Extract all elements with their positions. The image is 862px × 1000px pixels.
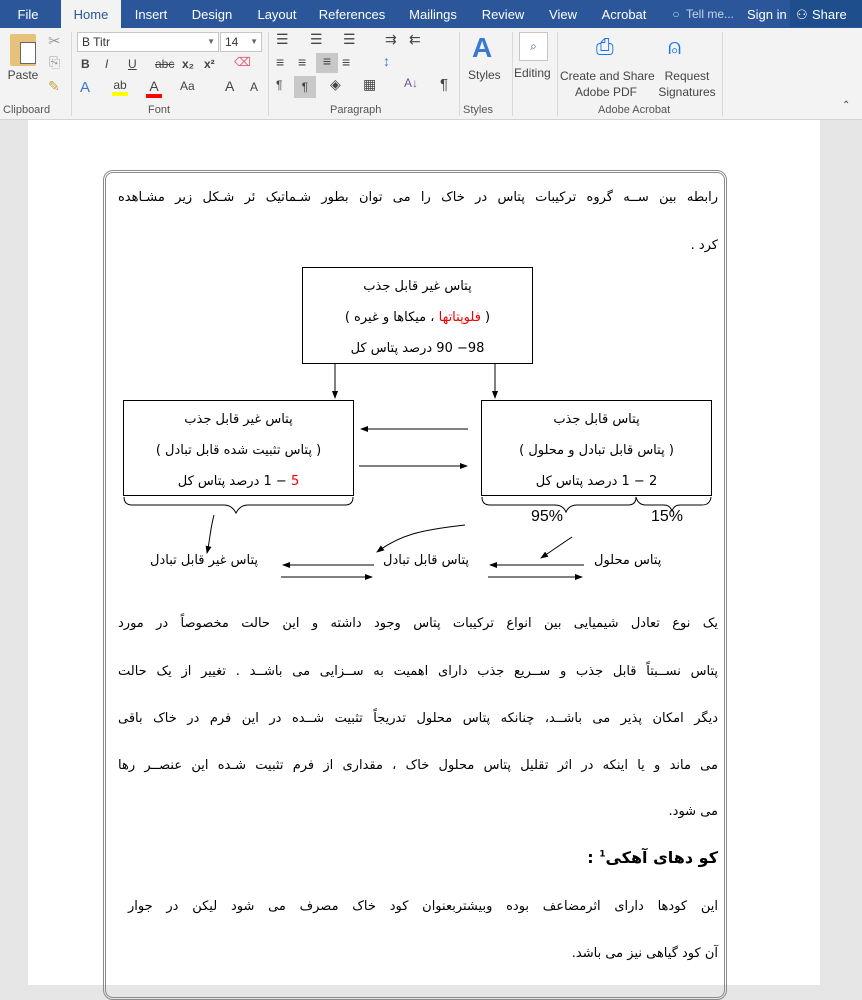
section-heading: کو دهای آهکی$^1$ : bbox=[587, 848, 718, 867]
subscript-button[interactable]: x₂ bbox=[182, 57, 195, 71]
para2-line-1: این کودها دارای اثرمضاعف بوده وبیشتربعنوان کود خاک مصرف می شود لیکن در جوار bbox=[128, 899, 718, 914]
para-line-1: یک نوع تعادل شیمیایی بین انواع ترکیبات پتاس وجود داشته و این حالت مخصوصاً در مورد bbox=[118, 616, 718, 631]
paste-button[interactable]: Paste bbox=[7, 68, 39, 82]
font-group-label: Font bbox=[148, 104, 171, 116]
tab-mailings[interactable]: Mailings bbox=[409, 7, 457, 22]
intro-line-1: رابطه بین ســه گروه ترکیبات پتاس در خاک را می توان بطور شـماتیک ئر شـکل زیر مشـاهده bbox=[118, 190, 718, 205]
label-nonexchangeable: پتاس غیر قابل تبادل bbox=[150, 553, 259, 568]
tab-acrobat[interactable]: Acrobat bbox=[601, 7, 647, 22]
signature-icon: ⍝ bbox=[668, 34, 682, 59]
highlight-icon[interactable]: ab bbox=[112, 78, 128, 96]
intro-line-2: کرد . bbox=[690, 238, 718, 253]
box-fixed-potash: پتاس غیر قابل جذب ( پتاس تثبیت شده قابل تبادل ) 5 − 1 درصد پتاس کل bbox=[123, 400, 354, 496]
create-pdf-icon: ⎙ bbox=[596, 34, 614, 59]
ltr-icon[interactable]: ¶ bbox=[276, 78, 283, 92]
shading-icon[interactable]: ◈ bbox=[330, 76, 341, 92]
create-share-pdf-button[interactable]: Create and Share Adobe PDF bbox=[560, 69, 655, 99]
sort-icon[interactable]: A↓ bbox=[404, 76, 419, 90]
para-line-3: دیگر امکان پذیر می باشــد، چنانکه پتاس محلول تدریجاً تثبیت شــده در این فرم در خاک باقی bbox=[118, 711, 718, 726]
para2-line-2: آن کود گیاهی نیز می باشد. bbox=[571, 946, 718, 961]
align-left-icon[interactable]: ≡ bbox=[276, 54, 285, 70]
format-painter-icon[interactable]: ✎ bbox=[48, 78, 60, 94]
person-add-icon: ⚇ bbox=[796, 7, 808, 22]
align-center-icon[interactable]: ≡ bbox=[298, 54, 307, 70]
bullets-icon[interactable]: ☰ bbox=[276, 31, 289, 47]
decrease-indent-icon[interactable]: ⇉ bbox=[385, 31, 397, 47]
search-icon: ⌕ bbox=[519, 32, 548, 61]
justify-icon[interactable]: ≡ bbox=[342, 54, 351, 70]
increase-indent-icon[interactable]: ⇇ bbox=[409, 31, 421, 47]
tab-references[interactable]: References bbox=[318, 7, 386, 22]
tell-me-box[interactable]: Tell me... bbox=[686, 7, 735, 21]
copy-icon[interactable]: ⎘ bbox=[49, 54, 61, 70]
para-line-4: می ماند و یا اینکه در اثر تقلیل پتاس محلول خاک ، مقداری از فرم تثبیت شـده این عنصــر رها bbox=[118, 758, 718, 773]
box-unavailable-potash: پتاس غیر قابل جذب ( فلوپتاتها ، میکاها و غیره ) 98− 90 درصد پتاس کل bbox=[302, 267, 533, 364]
superscript-button[interactable]: x² bbox=[204, 57, 215, 71]
tab-file[interactable]: File bbox=[17, 7, 39, 22]
collapse-ribbon-icon[interactable]: ⌃ bbox=[842, 100, 851, 111]
tab-view[interactable]: View bbox=[549, 7, 577, 22]
show-marks-button[interactable]: ¶ bbox=[440, 76, 449, 93]
sign-in-link[interactable]: Sign in bbox=[747, 7, 787, 22]
tab-insert[interactable]: Insert bbox=[134, 7, 168, 22]
cut-icon[interactable]: ✂ bbox=[48, 33, 61, 50]
font-size-combo[interactable]: 14 ▼ bbox=[220, 32, 262, 52]
curve-95-to-exch bbox=[377, 525, 465, 552]
numbering-icon[interactable]: ☰ bbox=[310, 31, 323, 47]
multilevel-list-icon[interactable]: ☰ bbox=[343, 31, 356, 47]
strikethrough-button[interactable]: abc bbox=[155, 57, 175, 71]
label-15-percent: 15% bbox=[651, 508, 684, 525]
shrink-font-button[interactable]: A bbox=[250, 80, 259, 94]
lightbulb-icon: ○ bbox=[672, 7, 680, 21]
label-exchangeable: پتاس قابل تبادل bbox=[383, 553, 470, 568]
label-95-percent: 95% bbox=[531, 508, 564, 525]
label-soluble: پتاس محلول bbox=[594, 553, 662, 568]
para-line-2: پتاس نســبتاً قابل جذب و ســریع جذب دارای اهمیت به ســزایی می باشــد . تغییر از یک حالت bbox=[118, 664, 718, 679]
underline-button[interactable]: U bbox=[128, 57, 137, 71]
font-name-combo[interactable]: B Titr ▼ bbox=[77, 32, 219, 52]
share-button[interactable]: ⚇ Share bbox=[790, 0, 862, 27]
italic-button[interactable]: I bbox=[105, 57, 109, 71]
editing-button[interactable]: Editing bbox=[514, 66, 551, 80]
grow-font-button[interactable]: A bbox=[225, 78, 235, 94]
text-effects-icon[interactable]: A bbox=[80, 79, 91, 96]
tab-design[interactable]: Design bbox=[191, 7, 233, 22]
bold-button[interactable]: B bbox=[81, 57, 90, 71]
request-signatures-button[interactable]: Request Signatures bbox=[658, 69, 716, 99]
tab-home[interactable]: Home bbox=[61, 0, 121, 28]
para-line-5: می شود. bbox=[668, 804, 718, 819]
font-color-icon[interactable]: A bbox=[146, 78, 162, 98]
curve-fixed-to-nonexch bbox=[207, 515, 214, 553]
styles-button[interactable]: Styles bbox=[468, 68, 501, 82]
styles-icon: A bbox=[472, 32, 493, 63]
styles-group-label: Styles bbox=[463, 104, 493, 116]
tab-layout[interactable]: Layout bbox=[257, 7, 297, 22]
curve-15-to-sol bbox=[541, 537, 572, 558]
acrobat-group-label: Adobe Acrobat bbox=[598, 104, 671, 116]
change-case-button[interactable]: Aa bbox=[180, 79, 195, 93]
tab-review[interactable]: Review bbox=[481, 7, 525, 22]
box-available-potash: پتاس قابل جذب ( پتاس قابل تبادل و محلول ) 2 − 1 درصد پتاس کل bbox=[481, 400, 712, 496]
paragraph-group-label: Paragraph bbox=[330, 104, 382, 116]
clear-formatting-icon[interactable]: ⌫ bbox=[234, 55, 251, 69]
rtl-icon[interactable]: ¶ bbox=[294, 76, 316, 98]
align-right-icon[interactable]: ≡ bbox=[316, 53, 338, 73]
brace-left bbox=[124, 497, 353, 513]
borders-icon[interactable]: ▦ bbox=[363, 76, 377, 92]
line-spacing-icon[interactable]: ↕ bbox=[383, 53, 390, 69]
clipboard-group-label: Clipboard bbox=[3, 104, 51, 116]
